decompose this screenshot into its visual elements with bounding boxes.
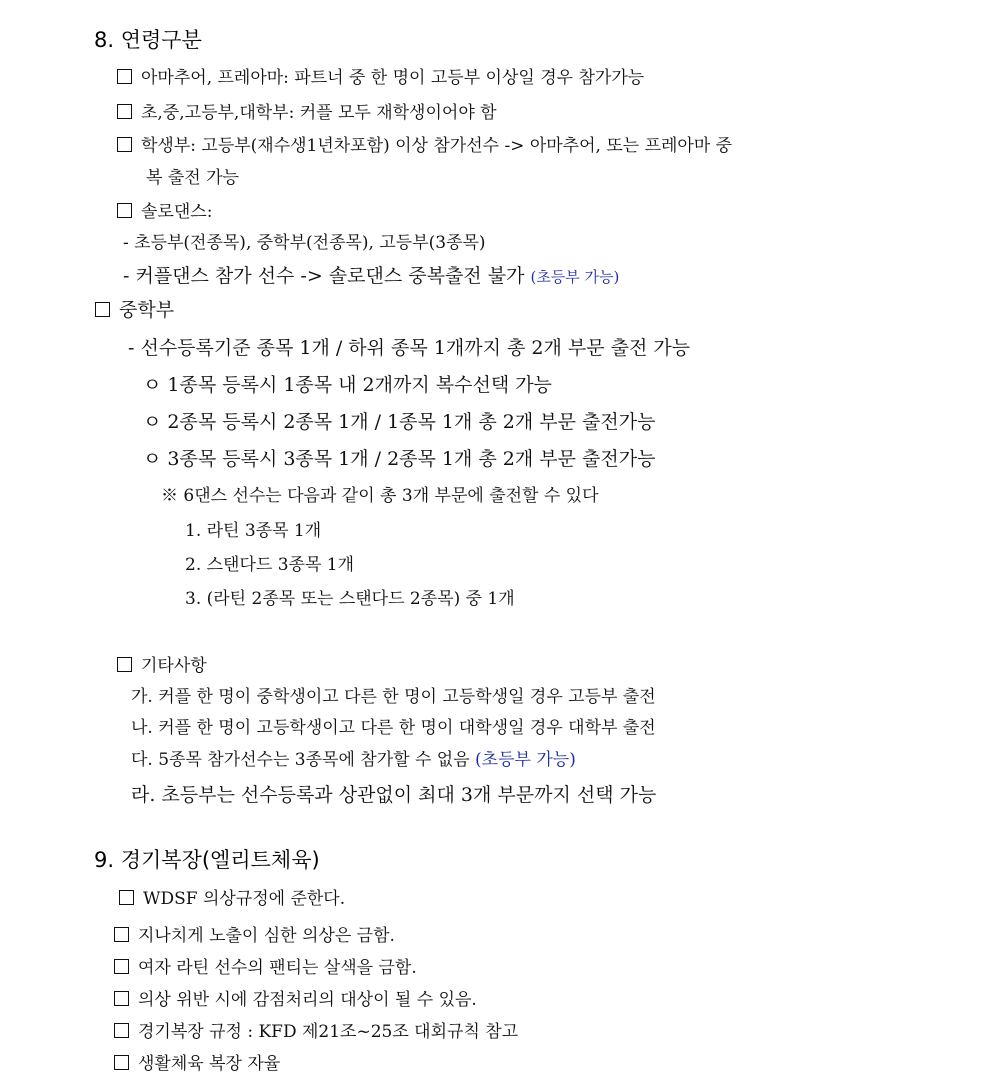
- costume-item-1-text: WDSF 의상규정에 준한다.: [143, 889, 346, 909]
- solo-divisions: - 초등부(전종목), 중학부(전종목), 고등부(3종목): [123, 233, 486, 253]
- costume-item-5-text: 경기복장 규정 : KFD 제21조~25조 대회규칙 참고: [138, 1022, 519, 1042]
- checkbox-icon: [114, 991, 129, 1006]
- checkbox-icon: [114, 927, 129, 942]
- costume-item-6: [114, 1055, 280, 1073]
- etc-title-text: 기타사항: [141, 656, 207, 676]
- checkbox-icon: [114, 1023, 129, 1038]
- section-9-title: 9. 경기복장(엘리트체육): [94, 848, 320, 872]
- costume-item-2: [114, 927, 395, 945]
- item-amateur: [117, 69, 644, 87]
- item-solo-text: 솔로댄스:: [141, 202, 213, 222]
- costume-item-3: [114, 959, 417, 977]
- item-school-text: 초,중,고등부,대학부: 커플 모두 재학생이어야 함: [141, 103, 497, 123]
- checkbox-icon: [117, 137, 132, 152]
- checkbox-icon: [117, 657, 132, 672]
- costume-item-4-text: 의상 위반 시에 감점처리의 대상이 될 수 있음.: [138, 990, 477, 1010]
- costume-item-1: [119, 890, 345, 908]
- solo-couple-note: (초등부 가능): [530, 268, 620, 286]
- item-student: [117, 137, 732, 155]
- item-school: [117, 104, 497, 122]
- six-dance-note: ※ 6댄스 선수는 다음과 같이 총 3개 부문에 출전할 수 있다: [161, 486, 599, 506]
- checkbox-icon: [95, 302, 110, 317]
- solo-couple-rule: [123, 267, 619, 286]
- etc-item-c-text: 다. 5종목 참가선수는 3종목에 참가할 수 없음: [131, 750, 470, 770]
- six-dance-item-2: 2. 스탠다드 3종목 1개: [185, 555, 355, 575]
- item-student-text: 학생부: 고등부(재수생1년차포함) 이상 참가선수 -> 아마추어, 또는 프레아마 중: [141, 136, 733, 156]
- etc-item-a: 가. 커플 한 명이 중학생이고 다른 한 명이 고등학생일 경우 고등부 출전: [131, 687, 656, 707]
- costume-item-2-text: 지나치게 노출이 심한 의상은 금함.: [138, 926, 395, 946]
- middle-bullet-1: ㅇ 1종목 등록시 1종목 내 2개까지 복수선택 가능: [143, 374, 552, 396]
- etc-title: [117, 657, 207, 675]
- checkbox-icon: [117, 203, 132, 218]
- costume-item-3-text: 여자 라틴 선수의 팬티는 살색을 금함.: [138, 958, 417, 978]
- solo-couple-text: - 커플댄스 참가 선수 -> 솔로댄스 중복출전 불가: [123, 265, 525, 287]
- costume-item-5: [114, 1023, 518, 1041]
- middle-bullet-2: ㅇ 2종목 등록시 2종목 1개 / 1종목 1개 총 2개 부문 출전가능: [143, 411, 656, 433]
- section-8-title: 8. 연령구분: [94, 28, 202, 52]
- middle-title: [95, 301, 174, 320]
- checkbox-icon: [114, 959, 129, 974]
- etc-item-c: [131, 752, 576, 769]
- checkbox-icon: [119, 890, 134, 905]
- etc-item-c-note: (초등부 가능): [475, 750, 576, 770]
- six-dance-item-3: 3. (라틴 2종목 또는 스탠다드 2종목) 중 1개: [185, 589, 515, 609]
- checkbox-icon: [117, 104, 132, 119]
- middle-bullet-3: ㅇ 3종목 등록시 3종목 1개 / 2종목 1개 총 2개 부문 출전가능: [143, 448, 656, 470]
- checkbox-icon: [117, 69, 132, 84]
- checkbox-icon: [114, 1055, 129, 1070]
- six-dance-item-1: 1. 라틴 3종목 1개: [185, 521, 322, 541]
- item-amateur-text: 아마추어, 프레아마: 파트너 중 한 명이 고등부 이상일 경우 참가가능: [141, 68, 645, 88]
- item-student-cont: 복 출전 가능: [146, 168, 239, 188]
- item-solo: [117, 203, 212, 221]
- costume-item-4: [114, 991, 477, 1009]
- costume-item-6-text: 생활체육 복장 자율: [138, 1054, 281, 1074]
- middle-title-text: 중학부: [119, 299, 175, 321]
- etc-item-d: 라. 초등부는 선수등록과 상관없이 최대 3개 부문까지 선택 가능: [131, 784, 657, 806]
- middle-rule: - 선수등록기준 종목 1개 / 하위 종목 1개까지 총 2개 부문 출전 가능: [128, 337, 691, 359]
- etc-item-b: 나. 커플 한 명이 고등학생이고 다른 한 명이 대학생일 경우 대학부 출전: [131, 718, 656, 738]
